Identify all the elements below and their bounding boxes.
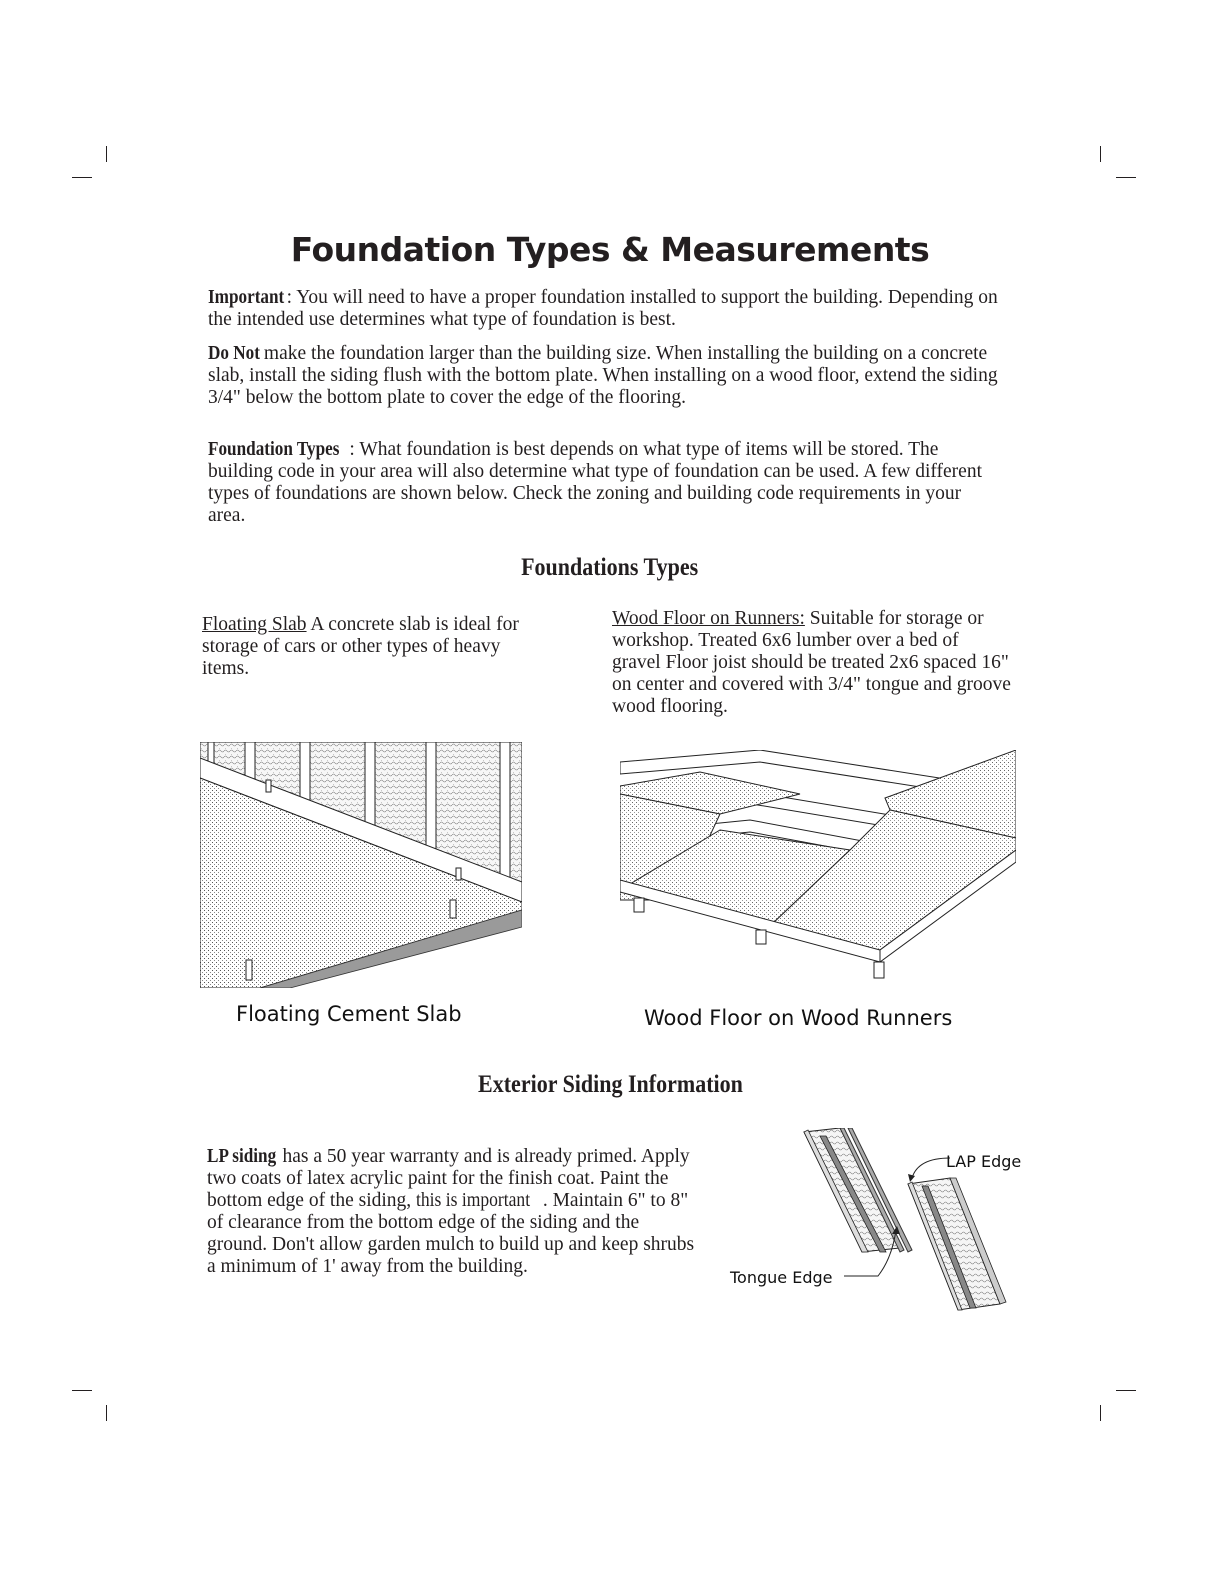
crop-mark [106,146,107,162]
lp-siding-emphasis: this is important [416,1190,531,1211]
crop-mark [72,1390,92,1391]
foundation-types-text: : What foundation is best depends on what type of items will be stored. The building code in your area will also determine what type of foundation can be used. A few different types of foundations are shown below. Check the zoning and building code requirements in your area. [208,439,982,526]
floating-slab-caption: Floating Cement Slab [236,1002,462,1026]
donot-text: make the foundation larger than the building size. When installing the building on a concrete slab, install the siding flush with the bottom plate. When installing on a wood floor, extend the siding 3/4" below the bottom plate to cover the edge of the flooring. [208,343,998,408]
floating-slab-label: Floating Slab [202,614,307,635]
crop-mark [106,1405,107,1421]
lp-siding-text-1: has a 50 year warranty and is already primed. Apply two coats of latex acrylic paint for the finish coat. Paint the bottom edge of the siding, [207,1146,690,1211]
lap-edge-label: LAP Edge [946,1152,1022,1171]
wood-floor-label: Wood Floor on Runners: [612,608,805,629]
crop-mark [1100,146,1101,162]
tongue-edge-label: Tongue Edge [730,1268,833,1287]
wood-floor-text: Suitable for storage or workshop. Treated 6x6 lumber over a bed of gravel Floor joist should be treated 2x6 spaced 16" on center and covered with 3/4" tongue and groove wood flooring. [612,608,1011,717]
siding-heading: Exterior Siding Information [477,1071,743,1098]
important-label: Important [208,287,285,308]
floating-slab-text: A concrete slab is ideal for storage of cars or other types of heavy items. [202,614,519,679]
crop-mark [1100,1405,1101,1421]
important-text: : You will need to have a proper foundation installed to support the building. Depending on the intended use determines what type of foundation is best. [208,287,998,330]
floating-slab-illustration [200,742,522,988]
donot-label: Do Not [208,343,260,364]
crop-mark [72,177,92,178]
lp-siding-text-2: . Maintain 6" to 8" of clearance from the bottom edge of the siding and the ground. Don't allow garden mulch to build up and keep shrubs a minimum of 1' away from the building. [207,1190,695,1277]
crop-mark [1116,1390,1136,1391]
floating-slab-description [202,614,542,680]
wood-floor-description [612,608,1012,718]
donot-paragraph [208,343,998,409]
foundation-types-paragraph [208,439,998,527]
wood-floor-caption: Wood Floor on Wood Runners [644,1006,953,1030]
lp-siding-paragraph [207,1146,699,1278]
page-title: Foundation Types & Measurements [290,230,930,269]
wood-floor-illustration [620,750,1016,980]
foundation-types-label: Foundation Types [208,439,340,460]
crop-mark [1116,177,1136,178]
foundations-heading: Foundations Types [521,554,699,581]
important-paragraph [208,287,998,331]
lp-siding-label: LP siding [207,1146,277,1167]
